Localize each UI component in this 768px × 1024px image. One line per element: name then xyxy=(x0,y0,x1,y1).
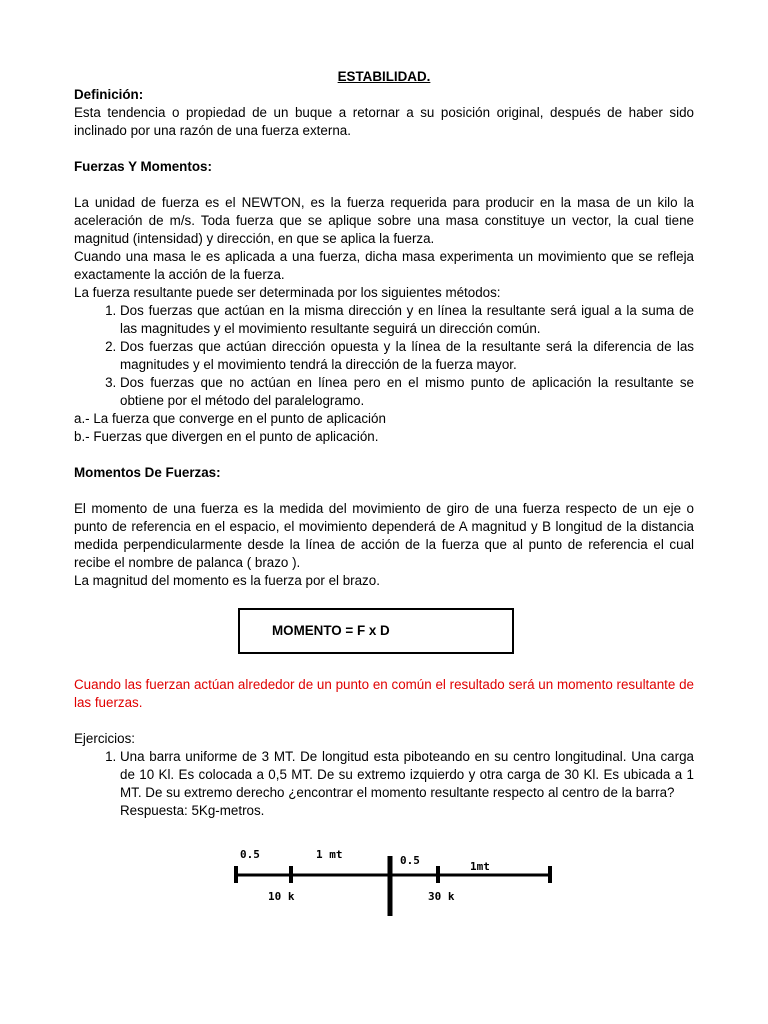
fuerzas-method-list xyxy=(74,302,694,410)
list-item: 2. Dos fuerzas que actúan dirección opuesta y la línea de la resultante será la diferencia de las magnitudes y el movimiento tendrá la dirección de la fuerza mayor. xyxy=(120,338,694,374)
ejercicios-heading: Ejercicios: xyxy=(74,731,136,746)
label-05-right: 0.5 xyxy=(400,854,420,867)
fuerzas-heading: Fuerzas Y Momentos: xyxy=(74,159,212,174)
formula-text: MOMENTO = F x D xyxy=(272,623,390,638)
definicion-text: Esta tendencia o propiedad de un buque a retornar a su posición original, después de haber sido inclinado por una razón de una fuerza externa. xyxy=(74,105,694,138)
exercise-text: Una barra uniforme de 3 MT. De longitud esta piboteando en su centro longitudinal. Una carga de 10 Kl. Es colocada a 0,5 MT. De su extremo izquierdo y otra carga de 30 Kl. Es ubicada a 1 MT. De su extremo derecho ¿encontrar el momento resultante respecto al centro de la barra? xyxy=(120,749,694,800)
label-05-left: 0.5 xyxy=(240,848,260,861)
momentos-paragraph-2: La magnitud del momento es la fuerza por el brazo. xyxy=(74,573,380,588)
list-item: 3. Dos fuerzas que no actúan en línea pero en el mismo punto de aplicación la resultante se obtiene por el método del paralelogramo. xyxy=(120,374,694,410)
sub-item-a: a.- La fuerza que converge en el punto de aplicación xyxy=(74,411,386,426)
momentos-heading: Momentos De Fuerzas: xyxy=(74,465,221,480)
label-1mt-right: 1mt xyxy=(470,860,490,873)
formula-box xyxy=(238,608,514,654)
fuerzas-paragraph-1: La unidad de fuerza es el NEWTON, es la fuerza requerida para producir en la masa de un kilo la aceleración de m/s. Toda fuerza que se aplique sobre una masa constituye un vector, la cual tiene magnitud (intensidad) y dirección, en que se aplica la fuerza. xyxy=(74,195,694,246)
sub-item-b: b.- Fuerzas que divergen en el punto de aplicación. xyxy=(74,429,379,444)
page-title: ESTABILIDAD. xyxy=(337,69,431,84)
ejercicios-list xyxy=(74,748,694,820)
momentos-paragraph-1: El momento de una fuerza es la medida del movimiento de giro de una fuerza respecto de un eje o punto de referencia en el espacio, el movimiento dependerá de A magnitud y B longitud de la distancia medida perpendicularmente desde la línea de acción de la fuerza que al punto de referencia el cual recibe el nombre de palanca ( brazo ). xyxy=(74,501,694,570)
red-note: Cuando las fuerzan actúan alrededor de un punto en común el resultado será un momento resultante de las fuerzas. xyxy=(74,677,694,710)
fuerzas-paragraph-3: La fuerza resultante puede ser determinada por los siguientes métodos: xyxy=(74,285,501,300)
bar-diagram xyxy=(226,840,566,920)
definicion-heading: Definición: xyxy=(74,87,144,102)
list-item xyxy=(120,748,694,820)
label-30k: 30 k xyxy=(428,890,455,903)
document-page xyxy=(74,68,694,820)
exercise-answer: Respuesta: 5Kg-metros. xyxy=(120,803,265,818)
label-10k: 10 k xyxy=(268,890,295,903)
list-item: 1. Dos fuerzas que actúan en la misma dirección y en línea la resultante será igual a la suma de las magnitudes y el movimiento resultante seguirá un dirección común. xyxy=(120,302,694,338)
label-1mt-left: 1 mt xyxy=(316,848,343,861)
fuerzas-paragraph-2: Cuando una masa le es aplicada a una fuerza, dicha masa experimenta un movimiento que se refleja exactamente la acción de la fuerza. xyxy=(74,249,694,282)
